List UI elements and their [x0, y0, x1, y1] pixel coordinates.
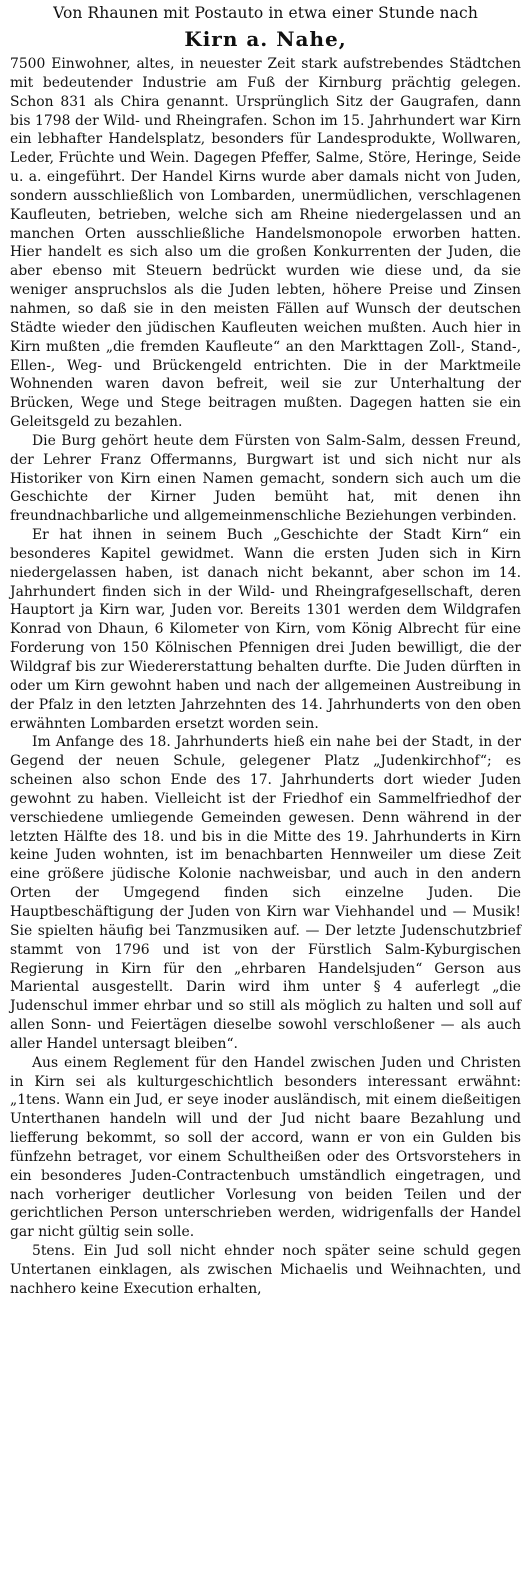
paragraph-18th-century: Im Anfange des 18. Jahrhunderts hieß ein nahe bei der Stadt, in der Gegend der neuen Schule, gelegener Platz „Judenkirchhof“; es scheinen also schon Ende des 17. Jahrhunderts dort wieder Juden gewohnt zu haben. Vielleicht ist der Friedhof ein Sammelfriedhof der verschiedene umliegende Gemeinden gewesen. Denn während in der letzten Hälfte des 18. und bis in die Mitte des 19. Jahrhunderts in Kirn keine Juden wohnten, ist im benachbarten Hennweiler um diese Zeit eine größere jüdische Kolonie nachweisbar, und auch in den andern Orten der Umgegend finden sich einzelne Juden. Die Hauptbeschäftigung der Juden von Kirn war Viehhandel und — Musik! Sie spielten häufig bei Tanzmusiken auf. — Der letzte Judenschutzbrief stammt von 1796 und ist von der Fürstlich Salm-Kyburgischen Regierung in Kirn für den „ehrbaren Handelsjuden“ Gerson aus Mariental ausgestellt. Darin wird ihm unter § 4 auferlegt „die Judenschul immer ehrbar und so still als möglich zu halten und soll auf allen Sonn- und Feiertägen dieselbe sowohl verschloßener — als auch aller Handel untersagt bleiben“. [10, 734, 521, 1052]
paragraph-history: 7500 Einwohner, altes, in neuester Zeit stark aufstrebendes Städtchen mit bedeutender Industrie am Fuß der Kirnburg prächtig gelegen. Schon 831 als Chira genannt. Ursprünglich Sitz der Gaugrafen, dann bis 1798 der Wild- und Rheingrafen. Schon im 15. Jahrhundert war Kirn ein lebhafter Handelsplatz, besonders für Landesprodukte, Wollwaren, Leder, Früchte und Wein. Dagegen Pfeffer, Salme, Störe, Heringe, Seide u. a. eingeführt. Der Handel Kirns wurde aber damals nicht von Juden, sondern ausschließlich von Lombarden, unermüdlichen, verschlagenen Kaufleuten, betrieben, welche sich am Rheine niedergelassen und an manchen Orten ausschließliche Handelsmonopole erworben hatten. Hier handelt es sich also um die großen Konkurrenten der Juden, die aber ebenso mit Steuern bedrückt wurden wie diese und, da sie weniger anspruchslos als die Juden lebten, höhere Preise und Zinsen nahmen, so daß sie in den meisten Fällen auf Wunsch der deutschen Städte wieder den jüdischen Kaufleuten weichen mußten. Auch hier in Kirn mußten „die fremden Kaufleute“ an den Markttagen Zoll-, Stand-, Ellen-, Weg- und Brückengeld entrichten. Die in der Marktmeile Wohnenden waren davon befreit, weil sie zur Unterhaltung der Brücken, Wege und Stege beitragen mußten. Dagegen hatten sie ein Geleitsgeld zu bezahlen. [10, 56, 521, 431]
paragraph-5tens: 5tens. Ein Jud soll nicht ehnder noch später seine schuld gegen Untertanen einklagen, als zwischen Michaelis und Weihnachten, und nachhero keine Execution erhalten, [10, 1243, 521, 1297]
paragraph-early-jews: Er hat ihnen in seinem Buch „Geschichte der Stadt Kirn“ ein besonderes Kapitel gewidmet. Wann die ersten Juden sich in Kirn niedergelassen haben, ist danach nicht bekannt, aber schon im 14. Jahrhundert finden sich in der Wild- und Rheingrafgesellschaft, deren Hauptort ja Kirn war, Juden vor. Bereits 1301 werden dem Wildgrafen Konrad von Dhaun, 6 Kilometer von Kirn, vom König Albrecht für eine Forderung von 150 Kölnischen Pfennigen drei Juden bewilligt, die der Wildgraf bis zur Wiedererstattung behalten durfte. Die Juden dürften in oder um Kirn gewohnt haben und nach der allgemeinen Austreibung in der Pfalz in den letzten Jahrzehnten des 14. Jahrhunderts von den oben erwähnten Lombarden ersetzt worden sein. [10, 527, 521, 732]
article-title: Kirn a. Nahe, [184, 27, 347, 51]
paragraph-castle: Die Burg gehört heute dem Fürsten von Salm-Salm, dessen Freund, der Lehrer Franz Offermanns, Burgwart ist und sich nicht nur als Historiker von Kirn einen Namen gemacht, sondern sich auch um die Geschichte der Kirner Juden bemüht hat, mit denen ihn freundnachbarliche und allgemeinmenschliche Beziehungen verbinden. [10, 432, 521, 525]
paragraph-reglement: Aus einem Reglement für den Handel zwischen Juden und Christen in Kirn sei als kulturgeschichtlich besonders interessant erwähnt: „1tens. Wann ein Jud, er seye inoder ausländisch, mit einem dießeitigen Unterthanen handeln will und der Jud nicht baare Bezahlung und liefferung bekommt, so soll der accord, wann er von ein Gulden bis fünfzehn betraget, vor einem Schultheißen oder des Ortsvorstehers in ein besonderes Juden-Contractenbuch umständlich eingetragen, und nach vorheriger deutlicher Vorlesung von beiden Teilen und der gerichtlichen Person unterschrieben werden, widrigenfalls der Handel gar nicht gültig sein solle. [10, 1054, 521, 1241]
intro-line: Von Rhaunen mit Postauto in etwa einer Stunde nach [53, 4, 478, 22]
